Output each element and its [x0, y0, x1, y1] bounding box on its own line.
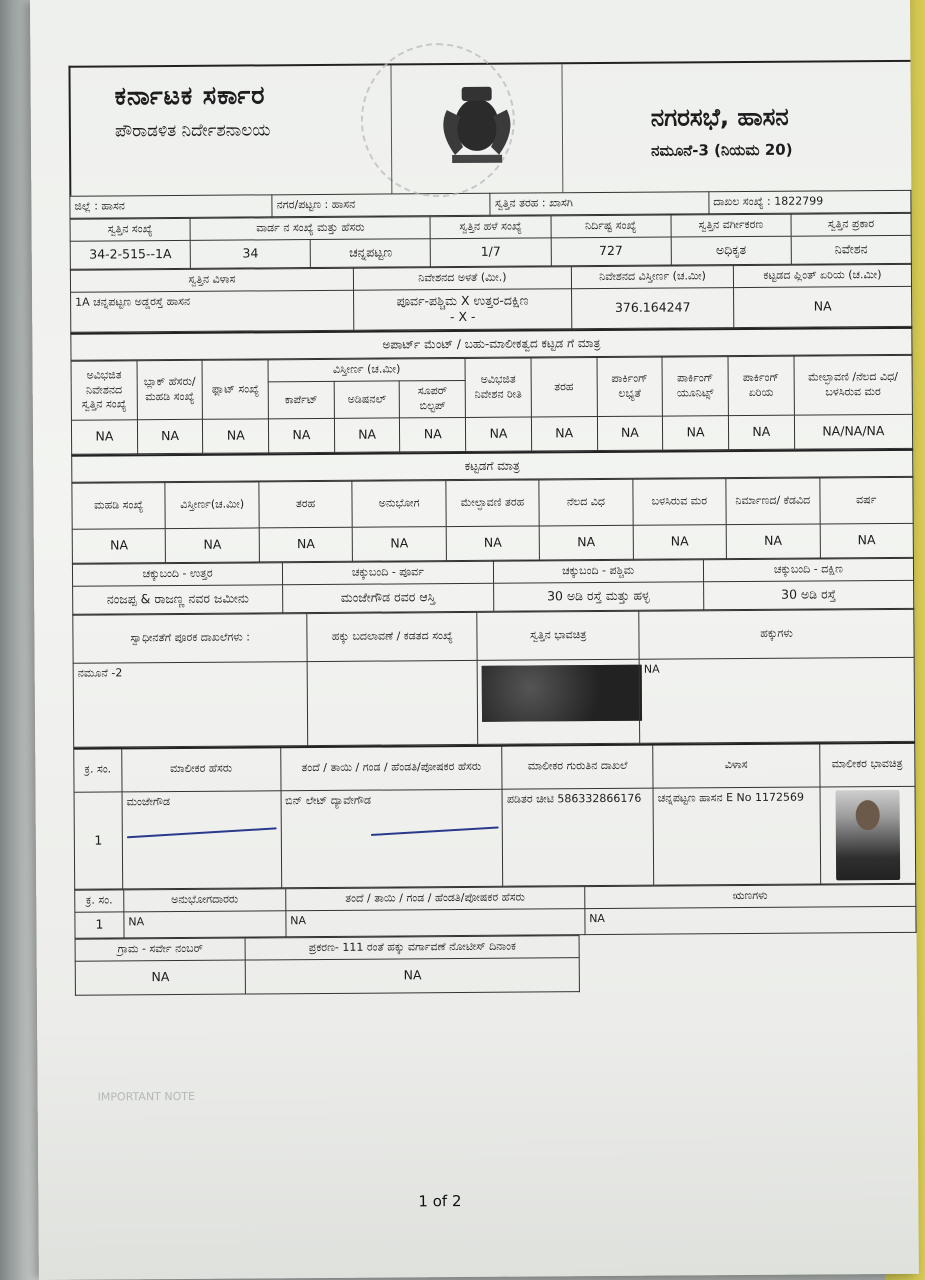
- property-photo-image: [482, 664, 642, 721]
- apt-value: NA: [268, 418, 334, 452]
- occ-head: ಅನುಭೋಗದಾರರು: [124, 889, 286, 912]
- bldg-value: NA: [353, 526, 447, 561]
- prop-head: ಸ್ವತ್ತಿನ ಪ್ರಕಾರ: [791, 213, 911, 236]
- owner-parent: [281, 789, 503, 888]
- supporting-doc: ನಮೂನೆ -2: [73, 661, 308, 747]
- form-header: [68, 60, 911, 196]
- boundary-south: 30 ಅಡಿ ರಸ್ತೆ: [703, 580, 913, 609]
- boundary-head: ಚಕ್ಕುಬಂದಿ - ಪಶ್ಚಿಮ: [493, 560, 703, 583]
- bldg-head: ಮೇಲ್ಛಾವಣಿ ತರಹ: [446, 480, 540, 527]
- apt-head: ಅಡಿಷನಲ್: [334, 381, 400, 418]
- occ-parent: NA: [286, 909, 585, 937]
- form-number: ನಮೂನೆ-3 (ನಿಯಮ 20): [651, 140, 793, 160]
- apt-head: ಅವಿಭಜಿತ ನಿವೇಶನ ರೀತಿ: [465, 358, 531, 417]
- apt-value: NA: [531, 416, 597, 450]
- property-photo: [477, 659, 639, 744]
- bldg-value: NA: [72, 528, 166, 563]
- bldg-value: NA: [539, 525, 633, 560]
- bldg-head: ನೆಲದ ವಿಧ: [539, 479, 633, 526]
- owner-head: ಮಾಲೀಕರ ಭಾವಚಿತ್ರ: [819, 742, 915, 787]
- ward-number: 34: [190, 239, 310, 268]
- plinth-area: NA: [734, 286, 912, 328]
- boundary-east: ಮಂಜೇಗೌಡ ರವರ ಆಸ್ತಿ: [283, 583, 493, 612]
- occ-head: ಋಣಗಳು: [584, 884, 915, 908]
- apt-head: ಮೇಲ್ಛಾವಣಿ /ನೆಲದ ವಿಧ/ಬಳಸಿರುವ ಮರ: [794, 356, 913, 415]
- addr-head: ನಿವೇಶನದ ವಿಸ್ತೀರ್ಣ (ಚ.ಮೀ): [572, 265, 734, 288]
- old-number: 1/7: [431, 238, 551, 267]
- owner-serial: 1: [74, 792, 123, 889]
- survey-number: NA: [75, 960, 246, 995]
- dimension-value: - X -: [449, 309, 476, 325]
- docs-head: ಹಕ್ಕುಗಳು: [639, 609, 914, 659]
- owner-head: ಮಾಲೀಕರ ಗುರುತಿನ ದಾಖಲೆ: [502, 744, 653, 789]
- ward-name: ಚನ್ನಪಟ್ಟಣ: [310, 238, 430, 267]
- signature-stroke: [371, 826, 499, 836]
- govt-title: ಕರ್ನಾಟಕ ಸರ್ಕಾರ: [114, 80, 266, 111]
- bldg-value: NA: [446, 526, 540, 561]
- occ-name: NA: [124, 911, 286, 938]
- directorate-title: ಪೌರಾಡಳಿತ ನಿರ್ದೇಶನಾಲಯ: [114, 120, 271, 142]
- boundary-head: ಚಕ್ಕುಬಂದಿ - ದಕ್ಷಿಣ: [703, 558, 913, 581]
- docs-head: ಸ್ವತ್ತಿನ ಭಾವಚಿತ್ರ: [477, 611, 639, 660]
- property-number: 34-2-515--1A: [70, 240, 190, 269]
- district: ಜಿಲ್ಲೆ : ಹಾಸನ: [70, 195, 272, 218]
- addr-head: ನಿವೇಶನದ ಅಳತೆ (ಮೀ.): [353, 266, 571, 289]
- owner-head: ತಂದೆ / ತಾಯಿ / ಗಂಡ / ಹೆಂಡತಿ/ಪೋಷಕರ ಹೆಸರು: [280, 745, 502, 791]
- property-form: [68, 60, 916, 996]
- apt-value: NA: [137, 419, 203, 453]
- survey-head: ಗ್ರಾಮ - ಸರ್ವೇ ನಂಬರ್: [75, 938, 245, 961]
- prop-head: ಸ್ವತ್ತಿನ ಸಂಖ್ಯೆ: [70, 218, 190, 241]
- apt-value: NA: [71, 420, 137, 454]
- important-note: IMPORTANT NOTE: [97, 1089, 195, 1104]
- site-area: 376.164247: [572, 287, 734, 329]
- owner-head: ವಿಳಾಸ: [653, 743, 820, 788]
- apt-head: ಫ್ಲಾಟ್ ಸಂಖ್ಯೆ: [202, 360, 268, 419]
- site-dimension: [353, 288, 572, 330]
- docs-head: ಹಕ್ಕು ಬದಲಾವಣೆ / ಕಡತದ ಸಂಖ್ಯೆ: [307, 612, 477, 661]
- town: ನಗರ/ಪಟ್ಟಣ : ಹಾಸನ: [272, 193, 490, 216]
- apt-head: ಬ್ಲಾಕ್ ಹೆಸರು/ ಮಹಡಿ ಸಂಖ್ಯೆ: [137, 361, 203, 420]
- bldg-value: NA: [259, 527, 353, 562]
- owner-name: [122, 791, 281, 889]
- boundary-head: ಚಕ್ಕುಬಂದಿ - ಪೂರ್ವ: [283, 561, 493, 584]
- liabilities: NA: [585, 906, 916, 934]
- building-table: [71, 477, 914, 564]
- owner-parent-text: ಬಿನ್ ಲೇಟ್ ದ್ಯಾವೇಗೌಡ: [285, 793, 372, 808]
- apt-head: ಪಾರ್ಕಿಂಗ್ ಲಭ್ಯತೆ: [597, 357, 663, 416]
- apt-value: NA: [597, 416, 663, 450]
- owner-photo: [820, 786, 916, 884]
- apt-value: NA: [203, 419, 269, 453]
- bldg-value: NA: [820, 523, 914, 558]
- survey-table: [75, 935, 581, 995]
- bldg-head: ವರ್ಷ: [819, 477, 913, 524]
- apt-value: NA/NA/NA: [794, 414, 913, 449]
- apt-head: ಪಾರ್ಕಿಂಗ್ ಏರಿಯ: [728, 356, 794, 415]
- apt-value: NA: [663, 415, 729, 449]
- boundary-north: ನಂಜಪ್ಪ & ರಾಜಣ್ಣ ನವರ ಜಮೀನು: [73, 584, 283, 613]
- addr-head: ಕಟ್ಟಡದ ಪ್ಲಿಂತ್ ಏರಿಯ (ಚ.ಮೀ): [733, 264, 911, 287]
- apt-head: ಸೂಪರ್ ಬಿಲ್ಟಪ್: [400, 381, 466, 418]
- owner-head: ಮಾಲೀಕರ ಹೆಸರು: [122, 747, 281, 792]
- bldg-head: ವಿಸ್ತೀರ್ಣ(ಚ.ಮೀ): [165, 482, 259, 529]
- owner-head: ಕ್ರ. ಸಂ.: [74, 748, 122, 792]
- prop-head: ನಿರ್ದಿಷ್ಟ ಸಂಖ್ಯೆ: [551, 215, 671, 238]
- area-label: ವಿಸ್ತೀರ್ಣ (ಚ.ಮೀ): [268, 359, 465, 382]
- documents-table: [72, 608, 915, 747]
- bldg-head: ಬಳಸಿರುವ ಮರ: [632, 478, 726, 525]
- bldg-value: NA: [633, 524, 727, 559]
- apt-value: NA: [466, 417, 532, 451]
- bldg-value: NA: [166, 528, 260, 563]
- occ-head: ತಂದೆ / ತಾಯಿ / ಗಂಡ / ಹೆಂಡತಿ/ಪೋಷಕರ ಹೆಸರು: [286, 887, 585, 911]
- property-type: ಸ್ವತ್ತಿನ ತರಹ : ಖಾಸಗಿ: [490, 192, 708, 215]
- boundary-west: 30 ಅಡಿ ರಸ್ತೆ ಮತ್ತು ಹಳ್ಳ: [493, 581, 703, 610]
- survey-head: ಪ್ರಕರಣ- 111 ರಂತೆ ಹಕ್ಕು ವರ್ಗಾವಣೆ ನೋಟೀಸ್ ದಿನಾಂಕ: [245, 936, 579, 960]
- occ-serial: 1: [75, 912, 124, 938]
- boundaries-table: [72, 558, 914, 615]
- state-emblem-icon: [390, 64, 563, 193]
- property-details: [70, 213, 912, 270]
- property-kind: ನಿವೇಶನ: [791, 235, 911, 264]
- building-banner: ಕಟ್ಟಡಗೆ ಮಾತ್ರ: [71, 449, 913, 483]
- apartment-table: [71, 355, 914, 454]
- bldg-value: NA: [726, 524, 820, 559]
- notice-date: NA: [246, 958, 580, 994]
- owner-address: ಚನ್ನಪಟ್ಟಣ ಹಾಸನ E No 1172569: [653, 787, 820, 885]
- owner-table: [73, 741, 916, 889]
- addr-head: ಸ್ವತ್ತಿನ ವಿಳಾಸ: [70, 268, 353, 292]
- occ-head: ಕ್ರ. ಸಂ.: [75, 890, 124, 912]
- apt-head: ಪಾರ್ಕಿಂಗ್ ಯೂನಿಟ್ಸ್: [662, 357, 728, 416]
- bldg-head: ತರಹ: [259, 481, 353, 528]
- document-sheet: [30, 0, 919, 1280]
- apt-value: NA: [400, 417, 466, 451]
- page-number: 1 of 2: [418, 1192, 462, 1211]
- owner-id: ಪಡಿತರ ಚೀಟಿ 586332866176: [502, 788, 653, 886]
- council-title: ನಗರಸಭೆ, ಹಾಸನ: [650, 102, 789, 132]
- apt-value: NA: [728, 415, 794, 449]
- owner-photo-image: [835, 790, 900, 880]
- apt-head: ಕಾರ್ಪೆಟ್: [268, 382, 334, 419]
- prop-head: ವಾರ್ಡ ನ ಸಂಖ್ಯೆ ಮತ್ತು ಹೆಸರು: [190, 217, 430, 241]
- docs-head: ಸ್ವಾಧೀನತೆಗೆ ಪೂರಕ ದಾಖಲೆಗಳು :: [73, 613, 308, 663]
- entry-number: ದಾಖಲ ಸಂಖ್ಯೆ : 1822799: [709, 190, 911, 213]
- bldg-head: ಮಹಡಿ ಸಂಖ್ಯೆ: [72, 482, 166, 529]
- prop-head: ಸ್ವತ್ತಿನ ವರ್ಗೀಕರಣ: [671, 214, 791, 237]
- apt-head: ತರಹ: [531, 358, 597, 417]
- signature-stroke: [127, 827, 276, 838]
- classification: ಅಧಿಕೃತ: [671, 236, 791, 265]
- bldg-head: ನಿರ್ಮಾಣದ/ ಕೆಡವಿದ: [726, 478, 820, 525]
- apartment-banner: ಅಪಾರ್ಟ್ ಮೆಂಟ್ / ಬಹು-ಮಾಲೀಕತ್ವದ ಕಟ್ಟಡ ಗೆ ಮಾತ್ರ: [70, 327, 912, 361]
- apt-head: ಅವಿಭಜಿತ ನಿವೇಶನದ ಸ್ವತ್ತಿನ ಸಂಖ್ಯೆ: [71, 361, 137, 420]
- boundary-head: ಚಕ್ಕುಬಂದಿ - ಉತ್ತರ: [72, 563, 282, 586]
- address-details: [70, 264, 912, 333]
- prop-head: ಸ್ವತ್ತಿನ ಹಳೆ ಸಂಖ್ಯೆ: [430, 216, 550, 239]
- apt-value: NA: [334, 418, 400, 452]
- dimension-axes: ಪೂರ್ವ-ಪಶ್ಚಿಮ X ಉತ್ತರ-ದಕ್ಷಿಣ: [396, 292, 529, 308]
- mutation-number: [308, 660, 479, 745]
- occupant-table: [74, 884, 916, 939]
- owner-name-text: ಮಂಜೇಗೌಡ: [126, 795, 171, 809]
- bldg-head: ಅನುಭೋಗ: [352, 480, 446, 527]
- property-address: 1A ಚನ್ನಪಟ್ಟಣ ಅಡ್ಡರಸ್ತೆ ಹಾಸನ: [71, 290, 354, 333]
- rights-value: NA: [639, 657, 914, 743]
- specific-number: 727: [551, 237, 671, 266]
